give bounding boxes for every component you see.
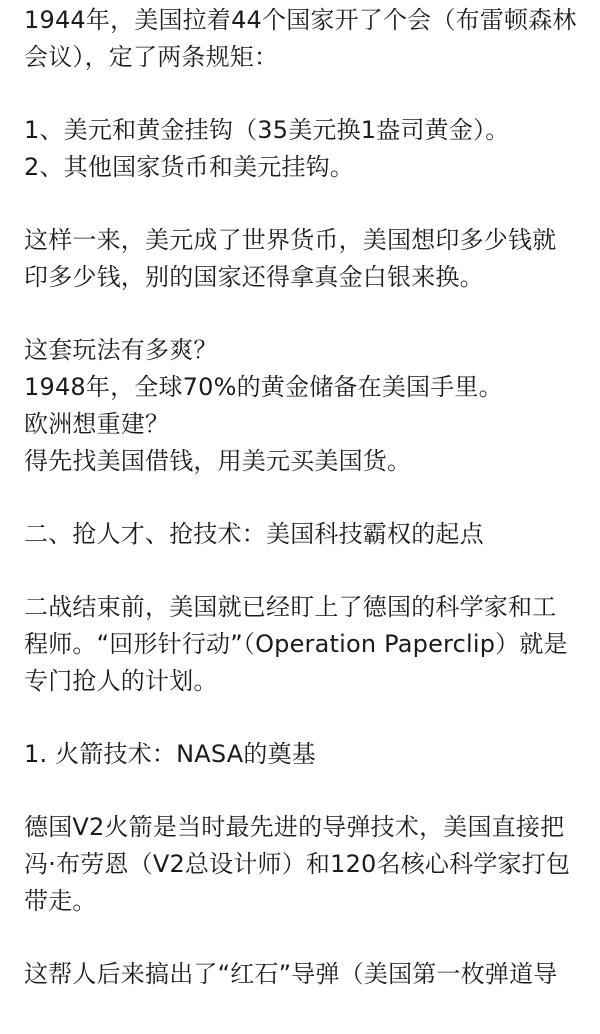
- text-line: 1948年，全球70%的黄金储备在美国手里。: [24, 373, 503, 401]
- paragraph-world-currency: [24, 222, 580, 296]
- paragraph-gap: [24, 920, 580, 956]
- paragraph-two-rules: [24, 112, 580, 186]
- paragraph-gold-reserves: [24, 332, 580, 480]
- text-line: 二、抢人才、抢技术：美国科技霸权的起点: [24, 520, 484, 548]
- text-line: 带走。: [24, 887, 97, 915]
- paragraph-operation-paperclip: [24, 589, 580, 700]
- paragraph-gap: [24, 773, 580, 809]
- paragraph-bretton-woods-intro: [24, 2, 580, 76]
- paragraph-gap: [24, 296, 580, 332]
- text-line: 德国V2火箭是当时最先进的导弹技术，美国直接把: [24, 813, 565, 841]
- text-line: 专门抢人的计划。: [24, 667, 218, 695]
- text-line: 2、其他国家货币和美元挂钩。: [24, 153, 355, 181]
- text-line: 这套玩法有多爽？: [24, 336, 218, 364]
- paragraph-v2-rocket: [24, 809, 580, 920]
- text-line: 这帮人后来搞出了“红石”导弹（美国第一枚弹道导: [24, 960, 558, 988]
- paragraph-gap: [24, 76, 580, 112]
- paragraph-redstone: [24, 956, 580, 993]
- text-line: 冯·布劳恩（V2总设计师）和120名核心科学家打包: [24, 850, 571, 878]
- text-line: 会议），定了两条规矩：: [24, 43, 279, 71]
- text-line: 二战结束前，美国就已经盯上了德国的科学家和工: [24, 593, 557, 621]
- paragraph-gap: [24, 700, 580, 736]
- paragraph-gap: [24, 186, 580, 222]
- text-line: 得先找美国借钱，用美元买美国货。: [24, 447, 412, 475]
- text-line: 1944年，美国拉着44个国家开了个会（布雷顿森林: [24, 6, 577, 34]
- text-line: 程师。“回形针行动”（Operation Paperclip）就是: [24, 630, 568, 658]
- paragraph-gap: [24, 553, 580, 589]
- text-line: 欧洲想重建？: [24, 410, 170, 438]
- text-line: 1. 火箭技术：NASA的奠基: [24, 740, 316, 768]
- paragraph-gap: [24, 480, 580, 516]
- text-line: 印多少钱，别的国家还得拿真金白银来换。: [24, 263, 484, 291]
- subheading-rocket-technology: [24, 736, 580, 773]
- text-line: 这样一来，美元成了世界货币，美国想印多少钱就: [24, 226, 557, 254]
- section-heading-talent-technology: [24, 516, 580, 553]
- text-line: 1、美元和黄金挂钩（35美元换1盎司黄金）。: [24, 116, 510, 144]
